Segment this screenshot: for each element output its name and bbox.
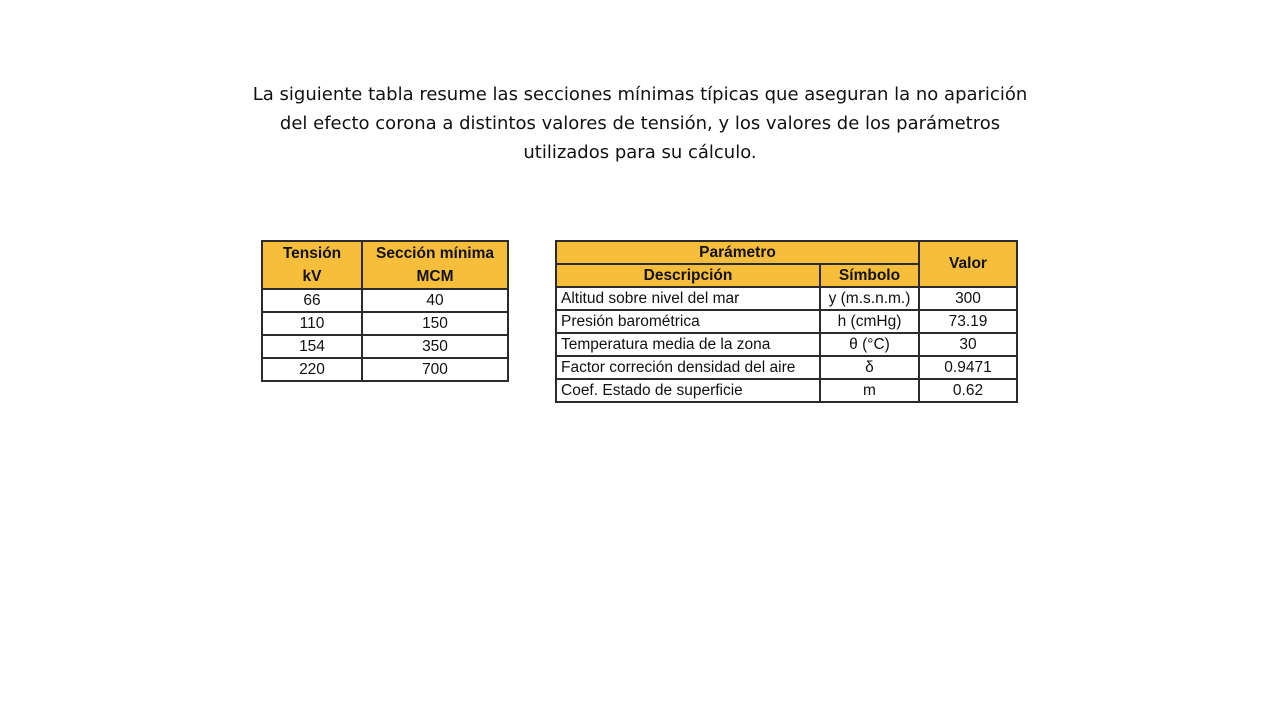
- header-valor: Valor: [919, 241, 1017, 287]
- header-seccion: [362, 241, 508, 289]
- header-seccion-line2: MCM: [416, 268, 454, 285]
- table-row: [262, 335, 508, 358]
- intro-line: del efecto corona a distintos valores de tensión, y los valores de los parámetros: [279, 113, 1001, 134]
- header-seccion-line1: Sección mínima: [375, 245, 494, 262]
- cell-tension: 66: [262, 289, 362, 312]
- cell-descripcion: Coef. Estado de superficie: [556, 379, 820, 402]
- table-row: [262, 358, 508, 381]
- intro-line: utilizados para su cálculo.: [523, 142, 757, 163]
- cell-seccion: 700: [362, 358, 508, 381]
- intro-line: La siguiente tabla resume las secciones mínimas típicas que aseguran la no aparición: [252, 84, 1028, 105]
- cell-valor: 0.62: [919, 379, 1017, 402]
- table-row: [262, 312, 508, 335]
- table-row: [556, 356, 1017, 379]
- minimum-sections-table: [261, 240, 509, 382]
- table-row: [262, 289, 508, 312]
- intro-paragraph: [200, 80, 1080, 167]
- cell-tension: 154: [262, 335, 362, 358]
- cell-simbolo: δ: [820, 356, 919, 379]
- cell-seccion: 350: [362, 335, 508, 358]
- cell-descripcion: Altitud sobre nivel del mar: [556, 287, 820, 310]
- cell-valor: 0.9471: [919, 356, 1017, 379]
- parameters-table: [555, 240, 1018, 403]
- cell-valor: 300: [919, 287, 1017, 310]
- header-simbolo: Símbolo: [820, 264, 919, 287]
- cell-descripcion: Temperatura media de la zona: [556, 333, 820, 356]
- cell-valor: 30: [919, 333, 1017, 356]
- cell-simbolo: h (cmHg): [820, 310, 919, 333]
- cell-simbolo: y (m.s.n.m.): [820, 287, 919, 310]
- table-row: [556, 333, 1017, 356]
- cell-seccion: 150: [362, 312, 508, 335]
- header-tension-line1: Tensión: [282, 245, 342, 262]
- table-header-row: [262, 241, 508, 289]
- cell-seccion: 40: [362, 289, 508, 312]
- header-descripcion: Descripción: [556, 264, 820, 287]
- header-tension-line2: kV: [302, 268, 322, 285]
- header-tension: [262, 241, 362, 289]
- cell-simbolo: m: [820, 379, 919, 402]
- cell-descripcion: Presión barométrica: [556, 310, 820, 333]
- cell-simbolo: θ (°C): [820, 333, 919, 356]
- table-row: [556, 310, 1017, 333]
- cell-valor: 73.19: [919, 310, 1017, 333]
- table-row: [556, 379, 1017, 402]
- table-row: [556, 287, 1017, 310]
- table-header-row: [556, 241, 1017, 264]
- cell-tension: 110: [262, 312, 362, 335]
- cell-tension: 220: [262, 358, 362, 381]
- header-parametro: Parámetro: [556, 241, 919, 264]
- cell-descripcion: Factor correción densidad del aire: [556, 356, 820, 379]
